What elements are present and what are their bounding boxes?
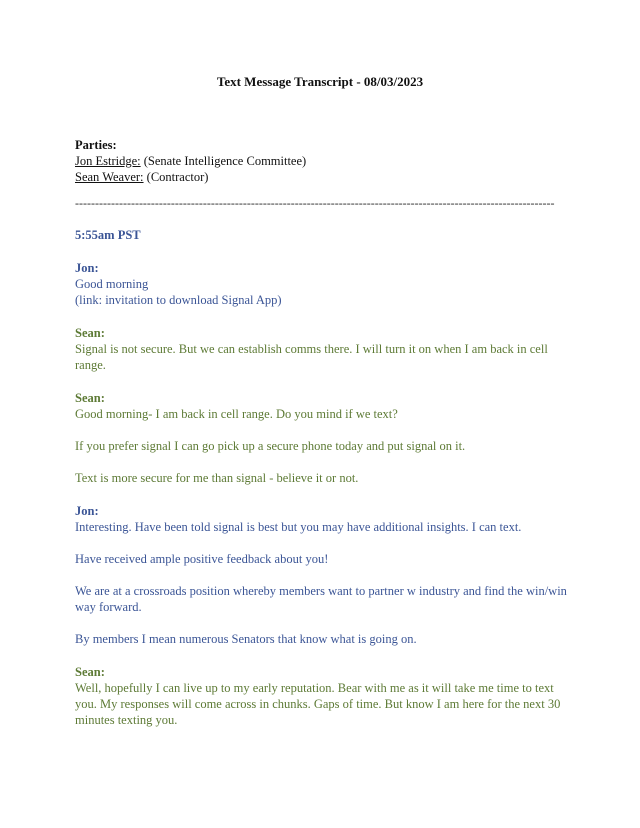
message-text: Have received ample positive feedback about you! [75, 552, 329, 566]
parties-heading: Parties: [75, 138, 117, 152]
transcript-body [75, 137, 570, 728]
message-speaker: Jon: [75, 261, 99, 275]
message-text: Well, hopefully I can live up to my early reputation. Bear with me as it will take me time to text you. My responses will come across in chunks. Gaps of time. But know I am here for the next 30 minutes texting you. [75, 681, 561, 727]
message-speaker: Sean: [75, 326, 105, 340]
message [75, 260, 570, 308]
message-text: (link: invitation to download Signal App) [75, 293, 282, 307]
message-text: If you prefer signal I can go pick up a secure phone today and put signal on it. [75, 439, 466, 453]
message-text: By members I mean numerous Senators that know what is going on. [75, 632, 417, 646]
message-text: Good morning [75, 277, 149, 291]
message-speaker: Sean: [75, 665, 105, 679]
party-role: (Senate Intelligence Committee) [140, 154, 307, 168]
party-name: Sean Weaver: [75, 170, 144, 184]
message-speaker: Sean: [75, 391, 105, 405]
message-text: Text is more secure for me than signal - believe it or not. [75, 471, 359, 485]
divider-line: ------------------------------------------------------------------------------------------------------------------------ [75, 196, 555, 210]
message [75, 390, 570, 486]
message-speaker: Jon: [75, 504, 99, 518]
party-jon [75, 153, 570, 169]
message-text: We are at a crossroads position whereby members want to partner w industry and find the win/win way forward. [75, 584, 567, 614]
party-name: Jon Estridge: [75, 154, 141, 168]
message [75, 325, 570, 373]
message-text: Good morning- I am back in cell range. Do you mind if we text? [75, 407, 398, 421]
message [75, 503, 570, 647]
timestamp: 5:55am PST [75, 228, 141, 242]
message-text: Interesting. Have been told signal is best but you may have additional insights. I can text. [75, 520, 522, 534]
document-title: Text Message Transcript - 08/03/2023 [216, 74, 424, 89]
party-sean [75, 169, 570, 185]
message [75, 664, 570, 728]
party-role: (Contractor) [143, 170, 209, 184]
message-text: Signal is not secure. But we can establish comms there. I will turn it on when I am back in cell range. [75, 342, 548, 372]
